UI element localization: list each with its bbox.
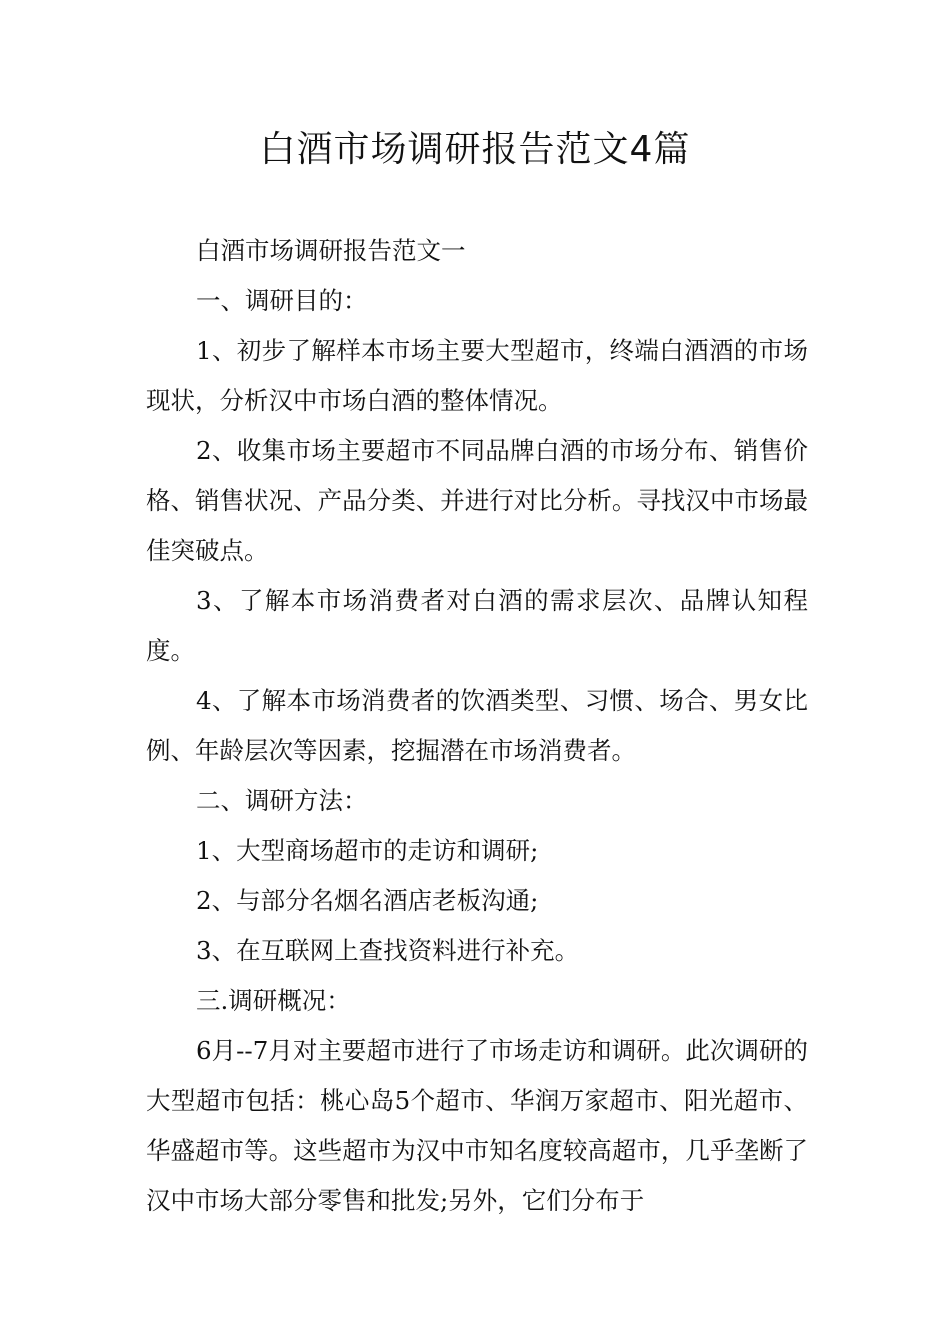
document-title: 白酒市场调研报告范文4篇 [259,129,691,170]
paragraph-purpose-1: 1、初步了解样本市场主要大型超市，终端白酒酒的市场现状，分析汉中市场白酒的整体情况。 [146,336,808,415]
section-heading-overview: 三.调研概况： [196,986,351,1015]
section-heading-article-one: 白酒市场调研报告范文一 [196,236,466,265]
paragraph-method-2: 2、与部分名烟名酒店老板沟通; [196,886,539,915]
paragraph-purpose-4: 4、了解本市场消费者的饮酒类型、习惯、场合、男女比例、年龄层次等因素，挖掘潜在市场消费者。 [146,686,808,765]
paragraph-purpose-2: 2、收集市场主要超市不同品牌白酒的市场分布、销售价格、销售状况、产品分类、并进行对比分析。寻找汉中市场最佳突破点。 [146,436,808,565]
section-heading-purpose: 一、调研目的： [196,286,368,315]
section-heading-method: 二、调研方法： [196,786,368,815]
paragraph-method-1: 1、大型商场超市的走访和调研; [196,836,539,865]
document-body [146,226,808,1226]
paragraph-purpose-3: 3、了解本市场消费者对白酒的需求层次、品牌认知程度。 [146,586,808,665]
paragraph-method-3: 3、在互联网上查找资料进行补充。 [196,936,580,965]
paragraph-overview: 6月--7月对主要超市进行了市场走访和调研。此次调研的大型超市包括：桃心岛5个超市、华润万家超市、阳光超市、华盛超市等。这些超市为汉中市知名度较高超市，几乎垄断了汉中市场大部分零售和批发;另外，它们分布于 [146,1036,808,1215]
